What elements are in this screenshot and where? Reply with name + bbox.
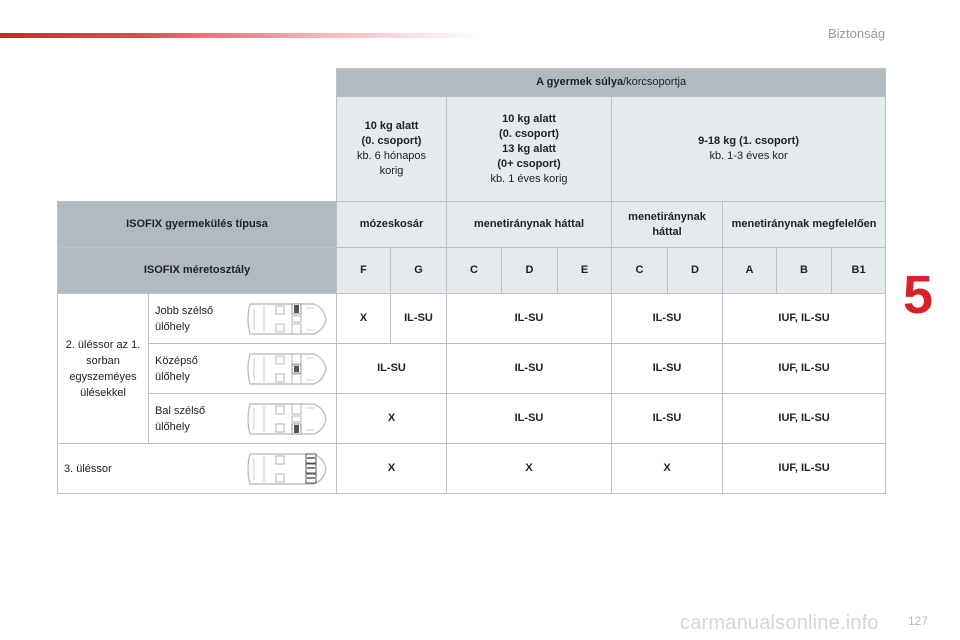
r2-group0plus: IL-SU (447, 344, 612, 394)
watermark: carmanualsonline.info (680, 612, 879, 634)
group-0plus-cell: 10 kg alatt (0. csoport) 13 kg alatt (0+ csoport) kb. 1 éves korig (447, 97, 612, 202)
size-f: F (337, 248, 391, 294)
size-b1: B1 (832, 248, 886, 294)
size-c2: C (612, 248, 668, 294)
r1-group0-g: IL-SU (391, 294, 447, 344)
row3-label: 3. üléssor (64, 462, 112, 475)
type-label: ISOFIX gyermekülés típusa (58, 202, 337, 248)
type-rear-facing-1: menetiránynak háttal (447, 202, 612, 248)
type-carrycot: mózeskosár (337, 202, 447, 248)
r1-group0plus: IL-SU (447, 294, 612, 344)
car-seat-middle-icon (244, 348, 328, 390)
size-b: B (777, 248, 832, 294)
r1-group1-rear: IL-SU (612, 294, 723, 344)
r1-group1-forward: IUF, IL-SU (723, 294, 886, 344)
empty-corner-2 (58, 97, 337, 202)
seat-right (149, 294, 337, 344)
r3-group0plus: IL-SU (447, 394, 612, 444)
r3-group1-rear: IL-SU (612, 394, 723, 444)
group-1-cell: 9-18 kg (1. csoport) kb. 1-3 éves kor (612, 97, 886, 202)
row3-group0plus: X (447, 444, 612, 494)
empty-corner (58, 69, 337, 97)
type-rear-facing-2: menetiránynak háttal (612, 202, 723, 248)
seat-left-label: Bal szélső ülőhely (155, 404, 206, 433)
row3-group0: X (337, 444, 447, 494)
seat-middle-label: Középső ülőhely (155, 354, 198, 383)
seat-middle (149, 344, 337, 394)
row3-seat (58, 444, 337, 494)
car-seat-right-icon (244, 298, 328, 340)
top-accent-bar (0, 33, 480, 38)
r3-group1-forward: IUF, IL-SU (723, 394, 886, 444)
car-row3-icon (244, 448, 328, 490)
size-g: G (391, 248, 447, 294)
size-label: ISOFIX méretosztály (58, 248, 337, 294)
r2-group1-rear: IL-SU (612, 344, 723, 394)
seat-right-label: Jobb szélső ülőhely (155, 304, 214, 333)
row2-label: 2. üléssor az 1. sorban egyszeméyes ülésekkel (58, 294, 149, 444)
row3-group1-forward: IUF, IL-SU (723, 444, 886, 494)
type-forward-facing: menetiránynak megfelelően (723, 202, 886, 248)
chapter-number: 5 (903, 265, 934, 325)
size-a: A (723, 248, 777, 294)
isofix-table (57, 68, 886, 494)
section-title: Biztonság (828, 26, 886, 41)
group-0-cell: 10 kg alatt (0. csoport) kb. 6 hónapos korig (337, 97, 447, 202)
seat-left (149, 394, 337, 444)
r2-group0: IL-SU (337, 344, 447, 394)
r3-group0: X (337, 394, 447, 444)
weight-group-header: A gyermek súlya/korcsoportja (337, 69, 886, 97)
size-c: C (447, 248, 502, 294)
size-e: E (558, 248, 612, 294)
row3-group1-rear: X (612, 444, 723, 494)
size-d2: D (668, 248, 723, 294)
r2-group1-forward: IUF, IL-SU (723, 344, 886, 394)
car-seat-left-icon (244, 398, 328, 440)
page-number: 127 (908, 614, 929, 628)
r1-carrycot: X (337, 294, 391, 344)
size-d: D (502, 248, 558, 294)
